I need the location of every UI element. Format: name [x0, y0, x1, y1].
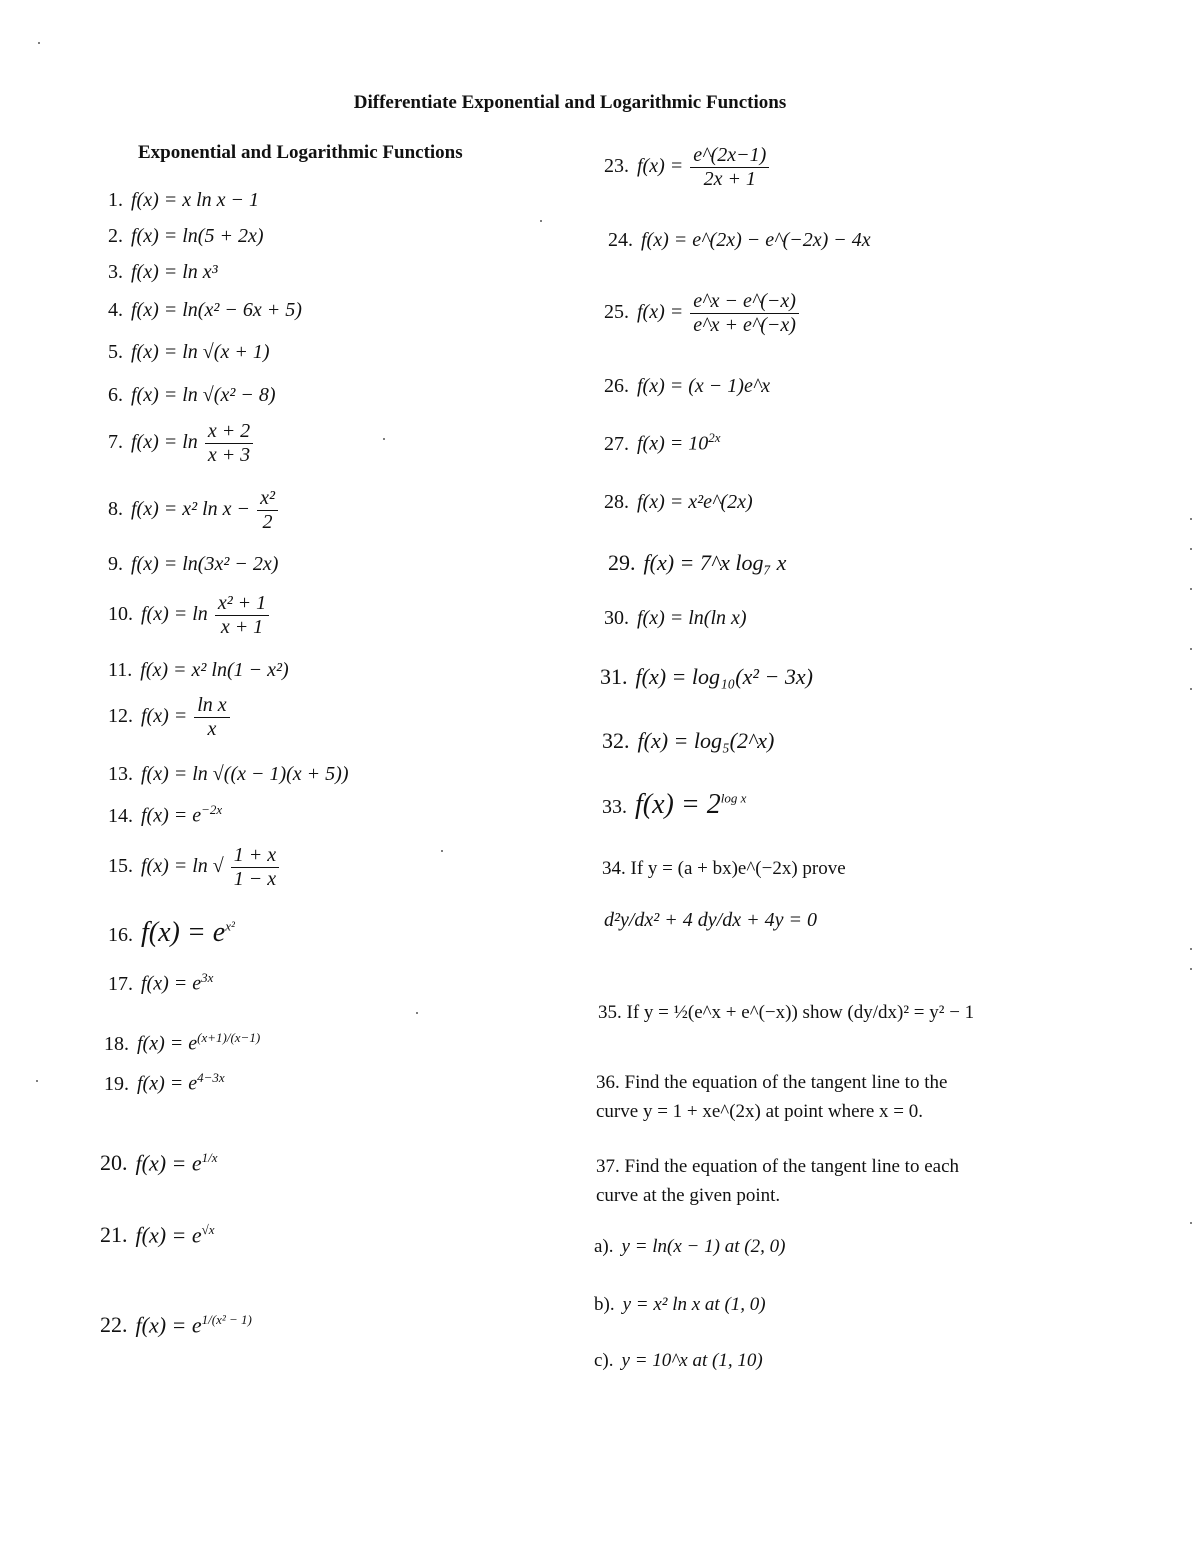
scan-speck — [540, 220, 542, 222]
problem-37a: a). y = ln(x − 1) at (2, 0) — [594, 1236, 786, 1257]
problem-9: 9. f(x) = ln(3x² − 2x) — [108, 553, 279, 575]
problem-17: 17. $f(x) = e^{3x}$ — [108, 970, 214, 995]
problem-20: 20. $f(x) = e^{1/x}$ — [100, 1150, 218, 1176]
problem-31: 31. f(x) = log₁₀(x² − 3x) — [600, 664, 813, 689]
problem-36-line1: 36. Find the equation of the tangent line to the — [596, 1072, 948, 1093]
scan-speck — [383, 438, 385, 440]
problem-37c: c). y = 10^x at (1, 10) — [594, 1350, 763, 1371]
problem-26: 26. f(x) = (x − 1)e^x — [604, 375, 771, 397]
problem-22: 22. $f(x) = e^{1/(x^2 - 1)}$ — [100, 1312, 252, 1338]
problem-12: 12. f(x) = $\frac{\text{ln x}}{x}$ — [108, 694, 232, 741]
problem-25: 25. f(x) = $\frac{e\^{}x - e\^{}(-x)}{e\^{}x + e\^{}(-x)}$ — [604, 290, 801, 337]
scan-speck — [1190, 518, 1192, 520]
problem-6: 6. f(x) = ln √(x² − 8) — [108, 384, 276, 406]
problem-34-intro: 34. If y = (a + bx)e^(−2x) prove — [602, 858, 846, 879]
scan-speck — [1190, 588, 1192, 590]
problem-23: 23. f(x) = $\frac{e\^{}(2x-1)}{2x + 1}$ — [604, 144, 771, 191]
problem-27: 27. $f(x) = 10^{2x}$ — [604, 430, 721, 455]
problem-37-line1: 37. Find the equation of the tangent line to each — [596, 1156, 960, 1177]
problem-8: 8. f(x) = x² ln x − $\frac{\text{x²}}{2}$ — [108, 487, 280, 534]
problem-5: 5. f(x) = ln √(x + 1) — [108, 341, 270, 363]
problem-10: 10. f(x) = ln $\frac{\text{x² + 1}}{x + 1}$ — [108, 592, 271, 639]
scan-speck — [441, 850, 443, 852]
scan-speck — [1190, 968, 1192, 970]
problem-29: 29. f(x) = 7^x log₇ x — [608, 550, 787, 575]
scan-speck — [36, 1080, 38, 1082]
problem-16: 16. $f(x) = e^{x^2}$ — [108, 917, 235, 948]
problem-13: 13. f(x) = ln √((x − 1)(x + 5)) — [108, 763, 349, 785]
section-title: Exponential and Logarithmic Functions — [138, 142, 463, 163]
problem-30: 30. f(x) = ln(ln x) — [604, 607, 747, 629]
problem-37-line2: curve at the given point. — [596, 1185, 781, 1207]
problem-19: 19. $f(x) = e^{4-3x}$ — [104, 1070, 225, 1095]
scan-speck — [1190, 548, 1192, 550]
scan-speck — [1190, 948, 1192, 950]
page-title: Differentiate Exponential and Logarithmic Functions — [353, 92, 787, 113]
problem-37b: b). y = x² ln x at (1, 0) — [594, 1294, 766, 1315]
scan-speck — [38, 42, 40, 44]
problem-11: 11. f(x) = x² ln(1 − x²) — [108, 659, 289, 681]
problem-4: 4. f(x) = ln(x² − 6x + 5) — [108, 299, 302, 321]
problem-15: 15. f(x) = ln √ $\frac{1 + x}{1 - x}$ — [108, 844, 281, 891]
problem-35: 35. If y = ½(e^x + e^(−x)) show (dy/dx)² = y² − 1 — [598, 1002, 975, 1023]
problem-14: 14. $f(x) = e^{-2x}$ — [108, 802, 223, 827]
problem-28: 28. f(x) = x²e^(2x) — [604, 491, 753, 513]
problem-18: 18. $f(x) = e^{(x+1)/(x-1)}$ — [104, 1030, 261, 1055]
problem-1: 1. f(x) = x ln x − 1 — [108, 189, 260, 211]
problem-24: 24. f(x) = e^(2x) − e^(−2x) − 4x — [608, 229, 871, 251]
scan-speck — [416, 1012, 418, 1014]
scan-speck — [1190, 1222, 1192, 1224]
problem-3: 3. f(x) = ln x³ — [108, 261, 218, 283]
problem-34-equation: d²y/dx² + 4 dy/dx + 4y = 0 — [604, 909, 817, 931]
problem-36 — [596, 1068, 1036, 1127]
problem-32: 32. f(x) = log₅(2^x) — [602, 728, 775, 753]
problem-33: 33. $f(x) = 2^{log x}$ — [602, 789, 747, 820]
problem-36-line2: curve y = 1 + xe^(2x) at point where x = 0. — [596, 1101, 924, 1123]
scan-speck — [1190, 648, 1192, 650]
problem-7: 7. f(x) = ln $\frac{x + 2}{x + 3}$ — [108, 420, 255, 467]
scan-speck — [1190, 688, 1192, 690]
problem-2: 2. f(x) = ln(5 + 2x) — [108, 225, 264, 247]
problem-37 — [596, 1152, 1036, 1211]
problem-21: 21. $f(x) = e^{√x}$ — [100, 1222, 215, 1248]
